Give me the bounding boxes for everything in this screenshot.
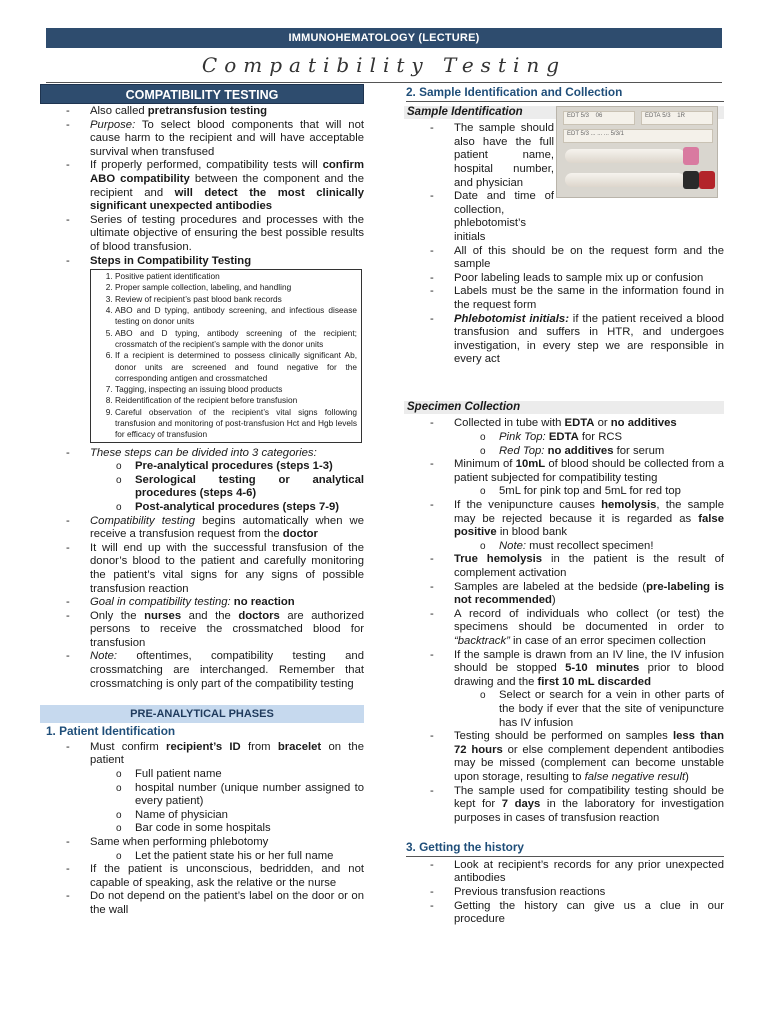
sub-bullet-item: o Pre-analytical procedures (steps 1-3) <box>40 460 364 474</box>
bullet-item: - Series of testing procedures and processes with the ultimate objective of ensuring the best possible results of blood transfusion. <box>40 214 364 255</box>
sample-id-block <box>404 113 724 244</box>
bullet-item: - Date and time of collection, phlebotomist’s initials <box>404 190 554 244</box>
steps-box <box>90 269 362 442</box>
bullet-item: - The sample should also have the full patient name, hospital number, and physician <box>404 122 554 190</box>
section-title-compatibility: COMPATIBILITY TESTING <box>40 84 364 104</box>
intro-list <box>40 105 364 268</box>
steps-list <box>93 271 357 440</box>
spec-item-2: - Minimum of 10mL of blood should be collected from a patient subjected for compatibility testing <box>404 458 724 485</box>
bullet-item: - If the patient is unconscious, bedridden, and not capable of speaking, ask the relative or the nurse <box>40 863 364 890</box>
step-item: 3. Review of recipient’s past blood bank records <box>115 294 357 305</box>
page-title: Compatibility Testing <box>201 53 567 77</box>
sub-bullet-item: o Post-analytical procedures (steps 7-9) <box>40 501 364 515</box>
spec-iv-item: - If the sample is drawn from an IV line, the IV infusion should be stopped 5-10 minutes prior to blood drawing and the first 10 mL discarded <box>404 649 724 690</box>
sub-bullet-item: o Pink Top: EDTA for RCS <box>404 431 724 445</box>
step-item: 7. Tagging, inspecting an issuing blood products <box>115 384 357 395</box>
bullet-item: - A record of individuals who collect (or test) the specimens should be documented in order to “backtrack” in case of an error specimen collection <box>404 608 724 649</box>
bullet-item: - Testing should be performed on samples less than 72 hours or else complement dependent antibodies may be missed (complement can become unstable upon storage, resulting to false negative result) <box>404 730 724 784</box>
spec-3-sub: o Note: must recollect specimen! <box>404 540 724 554</box>
bullet-item: - Phlebotomist initials: if the patient received a blood transfusion and suffers in HTR, and undergoes investigation, in every step we are responsible in every act <box>404 313 724 367</box>
black-top-cap <box>683 171 699 189</box>
pink-top-cap <box>683 147 699 165</box>
blood-tubes-photo: EDT 5/3 06 EDTA 5/3 1R EDT 5/3 ... ... ... 5/3/1 <box>556 106 718 198</box>
red-top-cap <box>699 171 715 189</box>
bullet-item: - All of this should be on the request form and the sample <box>404 245 724 272</box>
spec-end-list <box>404 730 724 825</box>
bullet-item: - Note: oftentimes, compatibility testing and crossmatching are interchanged. Remember that crossmatching is only part of the compatibility testing <box>40 650 364 691</box>
step-item: 4. ABO and D typing, antibody screening, and infectious disease testing on donor units <box>115 305 357 328</box>
categories-intro: - These steps can be divided into 3 categories: <box>40 447 364 461</box>
sample-id-narrow <box>404 122 554 244</box>
bullet-item: - Steps in Compatibility Testing <box>40 255 364 269</box>
bullet-item: - If properly performed, compatibility tests will confirm ABO compatibility between the component and the recipient and will detect the most clinically significant unexpected antibodies <box>40 159 364 213</box>
patient-id-intro <box>40 741 364 768</box>
heading-specimen-collection: Specimen Collection <box>404 401 724 415</box>
more-list <box>40 515 364 692</box>
spec-item-1: - Collected in tube with EDTA or no additives <box>404 417 724 431</box>
patient-id-subs <box>40 768 364 836</box>
bullet-item: - Samples are labeled at the bedside (pre-labeling is not recommended) <box>404 581 724 608</box>
sub-bullet-item: o Name of physician <box>40 809 364 823</box>
sub-bullet-item: o Red Top: no additives for serum <box>404 445 724 459</box>
heading-patient-identification: 1. Patient Identification <box>46 724 176 739</box>
bullet-item: - Goal in compatibility testing: no reaction <box>40 596 364 610</box>
phlebotomy-sub: o Let the patient state his or her full name <box>40 850 364 864</box>
step-item: 5. ABO and D typing, antibody screening of the recipient; crossmatch of the recipient’s sample with the donor units <box>115 328 357 351</box>
bullet-item: - True hemolysis in the patient is the result of complement activation <box>404 553 724 580</box>
bullet-item: - Poor labeling leads to sample mix up or confusion <box>404 272 724 286</box>
bullet-item: - Purpose: To select blood components that will not cause harm to the recipient and will have acceptable survival when transfused <box>40 119 364 160</box>
bullet-item: - Labels must be the same in the information found in the request form <box>404 285 724 312</box>
sub-bullet-item: o Full patient name <box>40 768 364 782</box>
bullet-item: - Must confirm recipient’s ID from bracelet on the patient <box>40 741 364 768</box>
step-item: 8. Reidentification of the recipient before transfusion <box>115 395 357 406</box>
spec-item-3: - If the venipuncture causes hemolysis, the sample may be rejected because it is regarded as false positive in blood bank <box>404 499 724 540</box>
bullet-item: - Previous transfusion reactions <box>404 886 724 900</box>
patient-id-more <box>40 863 364 917</box>
sub-bullet-item: o Serological testing or analytical procedures (steps 4-6) <box>40 474 364 501</box>
bullet-item: - Compatibility testing begins automatically when we receive a transfusion request from the doctor <box>40 515 364 542</box>
heading-sample-identification-collection: 2. Sample Identification and Collection <box>406 86 724 102</box>
spec-2-sub: o 5mL for pink top and 5mL for red top <box>404 485 724 499</box>
bullet-item: - Only the nurses and the doctors are authorized persons to receive the crossmatched blood for transfusion <box>40 610 364 651</box>
bullet-item: - Getting the history can give us a clue in our procedure <box>404 900 724 927</box>
right-column <box>404 84 724 927</box>
bullet-item: - Look at recipient’s records for any prior unexpected antibodies <box>404 859 724 886</box>
bullet-item: - Also called pretransfusion testing <box>40 105 364 119</box>
step-item: 9. Careful observation of the recipient’s vital signs following transfusion and monitoring of post-transfusion Hct and Hgb levels for efficacy of transfusion <box>115 407 357 441</box>
sub-bullet-item: o Bar code in some hospitals <box>40 822 364 836</box>
heading-getting-history: 3. Getting the history <box>406 841 724 857</box>
sub-bullet-item: o hospital number (unique number assigned to every patient) <box>40 782 364 809</box>
bullet-item: - It will end up with the successful transfusion of the donor’s blood to the patient and carefully monitoring the patient’s vital signs for any signs of possible transfusion reaction <box>40 542 364 596</box>
bullet-item: - Do not depend on the patient’s label on the door or on the wall <box>40 890 364 917</box>
phlebotomy-item: - Same when performing phlebotomy <box>40 836 364 850</box>
title-divider <box>46 82 722 83</box>
sample-id-items <box>404 245 724 367</box>
section-title-preanalytical: PRE-ANALYTICAL PHASES <box>40 705 364 723</box>
step-item: 6. If a recipient is determined to possess clinically significant Ab, donor units are screened and found negative for the corresponding antigen and crossmatched <box>115 350 357 384</box>
history-list <box>404 859 724 927</box>
heading-sample-identification: Sample Identification <box>404 106 724 120</box>
categories-list <box>40 460 364 514</box>
step-item: 2. Proper sample collection, labeling, and handling <box>115 282 357 293</box>
step-item: 1. Positive patient identification <box>115 271 357 282</box>
spec-iv-sub: o Select or search for a vein in other parts of the body if ever that the site of venipuncture has IV infusion <box>404 689 724 730</box>
spec-more-list <box>404 553 724 648</box>
course-banner: IMMUNOHEMATOLOGY (LECTURE) <box>46 28 722 48</box>
bullet-item: - The sample used for compatibility testing should be kept for 7 days in the laboratory for investigation purposes in cases of transfusion reaction <box>404 785 724 826</box>
spec-1-subs <box>404 431 724 458</box>
left-column <box>40 84 364 918</box>
